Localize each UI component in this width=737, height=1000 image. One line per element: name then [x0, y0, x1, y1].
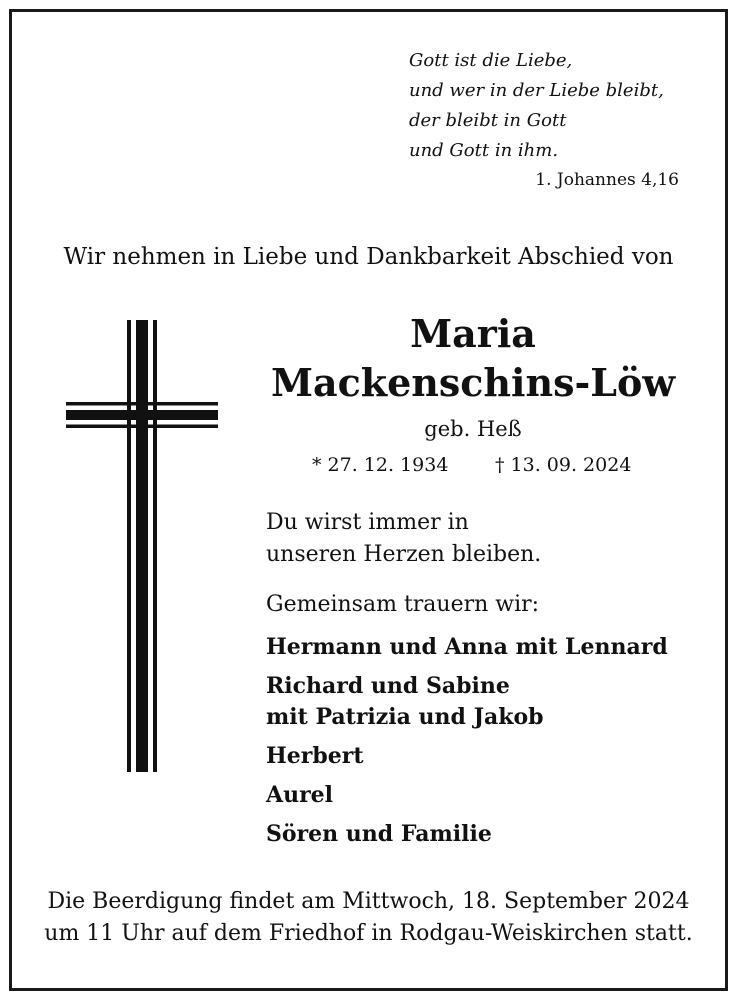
verse-line: und wer in der Liebe bleibt,: [409, 80, 664, 101]
mourner-line: Sören und Familie: [266, 821, 492, 847]
intro-text: Wir nehmen in Liebe und Dankbarkeit Abschied von: [63, 244, 674, 270]
mourner-line: Herbert: [266, 743, 364, 769]
funeral-info: [0, 886, 737, 950]
funeral-line: um 11 Uhr auf dem Friedhof in Rodgau-Weiskirchen statt.: [44, 921, 693, 946]
funeral-line: Die Beerdigung findet am Mittwoch, 18. September 2024: [47, 889, 690, 914]
deceased-last-name: Mackenschins-Löw: [270, 360, 676, 405]
mourner-line: Aurel: [266, 782, 334, 808]
deceased-first-name: Maria: [410, 311, 536, 356]
bible-verse: [409, 46, 664, 166]
saying-line: Du wirst immer in: [266, 510, 469, 535]
mourner-line: Hermann und Anna mit Lennard: [266, 634, 668, 660]
born-name: geb. Heß: [424, 417, 522, 441]
verse-line: und Gott in ihm.: [409, 140, 559, 161]
verse-line: der bleibt in Gott: [409, 110, 567, 131]
saying-line: unseren Herzen bleiben.: [266, 542, 542, 567]
birth-date: * 27. 12. 1934: [312, 454, 449, 476]
mourner-line: Richard und Sabine: [266, 673, 510, 699]
mourner-entry: [266, 819, 668, 850]
mourner-entry: [266, 780, 668, 811]
mourners-heading: Gemeinsam trauern wir:: [266, 592, 540, 617]
verse-line: Gott ist die Liebe,: [409, 50, 573, 71]
mourners-list: [266, 632, 668, 858]
mourner-entry: [266, 632, 668, 663]
mourner-entry: [266, 671, 668, 733]
cross-icon: [66, 320, 218, 772]
death-date: † 13. 09. 2024: [495, 454, 632, 476]
memorial-saying: [266, 507, 541, 571]
mourner-line: mit Patrizia und Jakob: [266, 704, 544, 730]
verse-reference: 1. Johannes 4,16: [535, 170, 679, 190]
mourner-entry: [266, 741, 668, 772]
